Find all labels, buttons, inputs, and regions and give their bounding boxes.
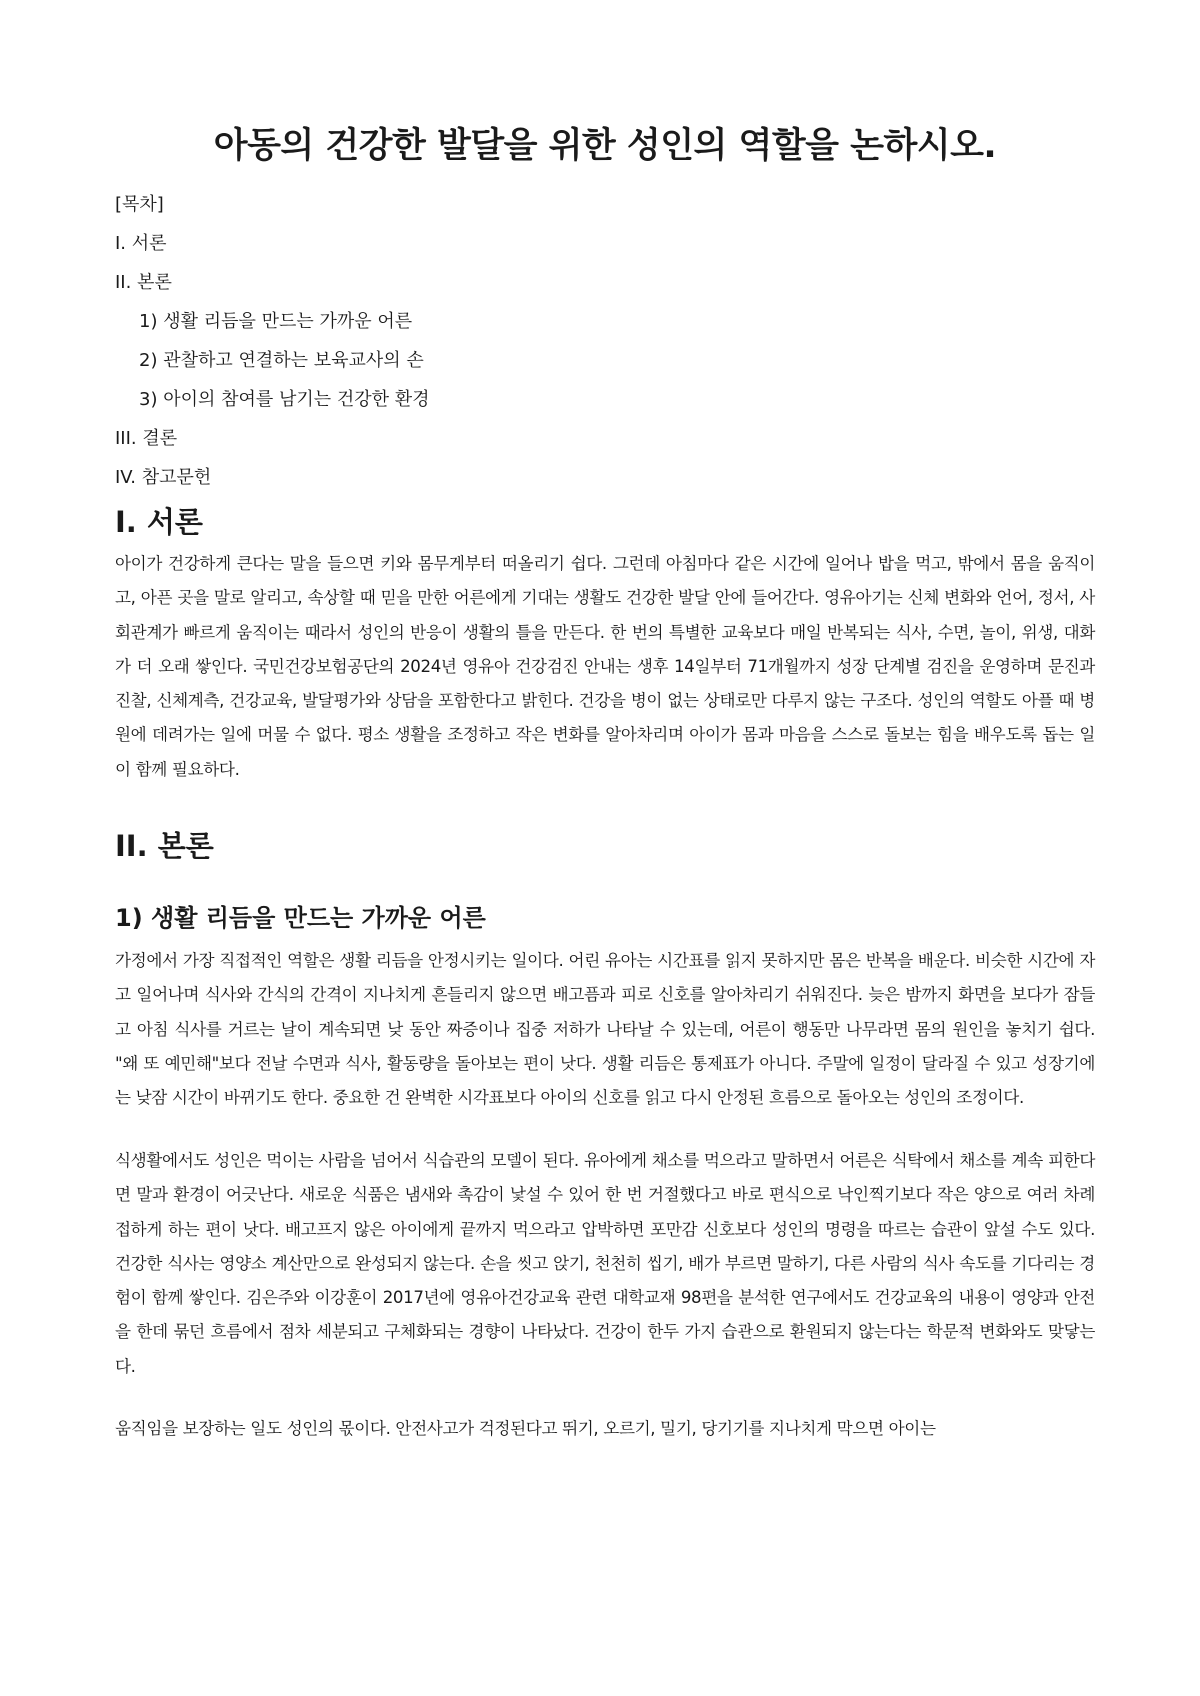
document-title: 아동의 건강한 발달을 위한 성인의 역할을 논하시오.	[213, 126, 997, 166]
body-sub1-paragraph-1: 가정에서 가장 직접적인 역할은 생활 리듬을 안정시키는 일이다. 어린 유아는 시간표를 읽지 못하지만 몸은 반복을 배운다. 비슷한 시간에 자고 일어나며 식사와 간식의 간격이 지나치게 흔들리지 않으면 배고픔과 피로 신호를 알아차리기 쉬워진다. 늦은 밤까지 화면을 보다가 잠들고 아침 식사를 거르는 날이 계속되면 낮 동안 짜증이나 집중 저하가 나타날 수 있는데, 어른이 행동만 나무라면 몸의 원인을 놓치기 쉽다. "왜 또 예민해"보다 전날 수면과 식사, 활동량을 돌아보는 편이 낫다. 생활 리듬은 통제표가 아니다. 주말에 일정이 달라질 수 있고 성장기에는 낮잠 시간이 바뀌기도 한다. 중요한 건 완벽한 시각표보다 아이의 신호를 읽고 다시 안정된 흐름으로 돌아오는 성인의 조정이다.	[115, 951, 1095, 1108]
intro-heading: I. 서론	[115, 505, 203, 539]
body-heading: II. 본론	[115, 829, 214, 863]
intro-paragraph: 아이가 건강하게 큰다는 말을 들으면 키와 몸무게부터 떠올리기 쉽다. 그런데 아침마다 같은 시간에 일어나 밥을 먹고, 밖에서 몸을 움직이고, 아픈 곳을 말로 알리고, 속상할 때 믿을 만한 어른에게 기대는 생활도 건강한 발달 안에 들어간다. 영유아기는 신체 변화와 언어, 정서, 사회관계가 빠르게 움직이는 때라서 성인의 반응이 생활의 틀을 만든다. 한 번의 특별한 교육보다 매일 반복되는 식사, 수면, 놀이, 위생, 대화가 더 오래 쌓인다. 국민건강보험공단의 2024년 영유아 건강검진 안내는 생후 14일부터 71개월까지 성장 단계별 검진을 운영하며 문진과 진찰, 신체계측, 건강교육, 발달평가와 상담을 포함한다고 밝힌다. 건강을 병이 없는 상태로만 다루지 않는 구조다. 성인의 역할도 아플 때 병원에 데려가는 일에 머물 수 없다. 평소 생활을 조정하고 작은 변화를 알아차리며 아이가 몸과 마음을 스스로 돌보는 힘을 배우도록 돕는 일이 함께 필요하다.	[115, 554, 1095, 779]
toc-item-body-3: 3) 아이의 참여를 남기는 건강한 환경	[139, 389, 430, 410]
toc-item-body: II. 본론	[115, 272, 172, 293]
body-sub1-paragraph-3: 움직임을 보장하는 일도 성인의 몫이다. 안전사고가 걱정된다고 뛰기, 오르기, 밀기, 당기기를 지나치게 막으면 아이는	[115, 1419, 936, 1438]
toc-item-references: IV. 참고문헌	[115, 467, 212, 488]
toc-item-body-1: 1) 생활 리듬을 만드는 가까운 어른	[139, 311, 413, 332]
toc-item-conclusion: III. 결론	[115, 428, 178, 449]
body-sub1-heading: 1) 생활 리듬을 만드는 가까운 어른	[115, 904, 486, 932]
toc-item-intro: I. 서론	[115, 233, 167, 254]
table-of-contents	[115, 190, 1095, 502]
toc-heading: [목차]	[115, 194, 164, 215]
toc-item-body-2: 2) 관찰하고 연결하는 보육교사의 손	[139, 350, 424, 371]
body-sub1-paragraph-2: 식생활에서도 성인은 먹이는 사람을 넘어서 식습관의 모델이 된다. 유아에게 채소를 먹으라고 말하면서 어른은 식탁에서 채소를 계속 피한다면 말과 환경이 어긋난다. 새로운 식품은 냄새와 촉감이 낯설 수 있어 한 번 거절했다고 바로 편식으로 낙인찍기보다 작은 양으로 여러 차례 접하게 하는 편이 낫다. 배고프지 않은 아이에게 끝까지 먹으라고 압박하면 포만감 신호보다 성인의 명령을 따르는 습관이 앞설 수도 있다. 건강한 식사는 영양소 계산만으로 완성되지 않는다. 손을 씻고 앉기, 천천히 씹기, 배가 부르면 말하기, 다른 사람의 식사 속도를 기다리는 경험이 함께 쌓인다. 김은주와 이강훈이 2017년에 영유아건강교육 관련 대학교재 98편을 분석한 연구에서도 건강교육의 내용이 영양과 안전을 한데 묶던 흐름에서 점차 세분되고 구체화되는 경향이 나타났다. 건강이 한두 가지 습관으로 환원되지 않는다는 학문적 변화와도 맞닿는다.	[115, 1151, 1095, 1376]
